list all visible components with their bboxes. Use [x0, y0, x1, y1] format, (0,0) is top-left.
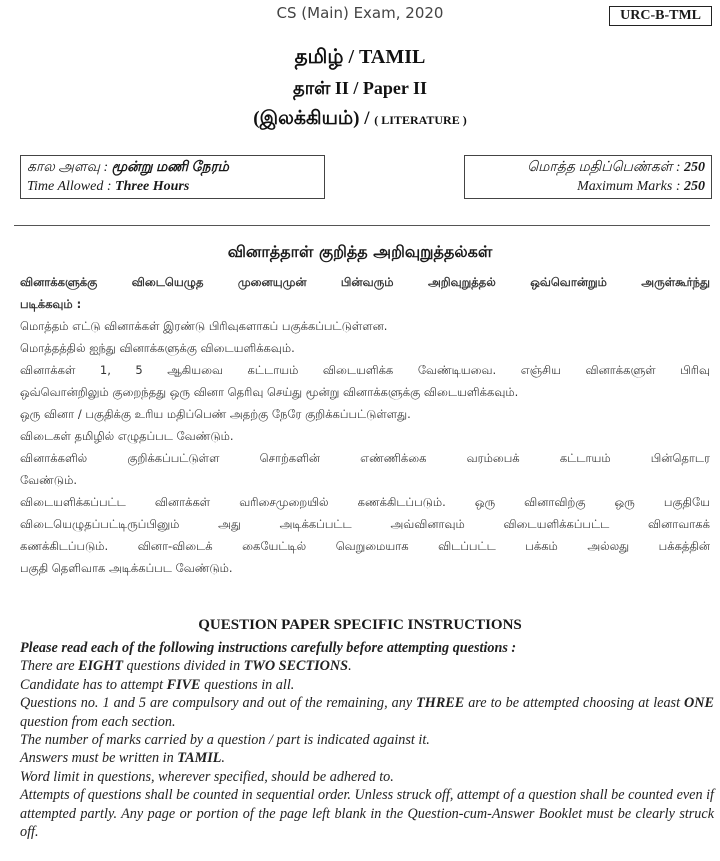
time-english-label: Time Allowed :: [27, 179, 116, 194]
marks-english: [471, 177, 705, 196]
english-instruction-5: [20, 749, 714, 767]
text: question from each section.: [20, 713, 176, 730]
english-instructions-heading: QUESTION PAPER SPECIFIC INSTRUCTIONS: [198, 617, 522, 633]
tamil-instruction-3b: ஒவ்வொன்றிலும் குறைந்தது ஒரு வினா தெரிவு செய்து மூன்று வினாக்களுக்கு விடையளிக்கவும்.: [20, 385, 519, 399]
text-bold: THREE: [416, 695, 465, 712]
tamil-instruction-3a: வினாக்கள் 1, 5 ஆகியவை கட்டாயம் விடையளிக்க வேண்டியவை. எஞ்சிய வினாக்களுள் பிரிவு: [20, 363, 710, 377]
time-tamil-value: மூன்று மணி நேரம்: [111, 160, 229, 175]
text: Answers must be written in: [20, 750, 178, 767]
text: are to be attempted choosing at least: [464, 695, 685, 712]
tamil-instruction-7b: விடையெழுதப்பட்டிருப்பினும் அது அடிக்கப்பட்ட அவ்வினாவும் விடையளிக்கப்பட்ட வினாவாகக்: [20, 517, 710, 531]
tamil-instruction-7d: பகுதி தெளிவாக அடிக்கப்பட வேண்டும்.: [20, 561, 233, 575]
section-title-english: ( LITERATURE ): [374, 113, 467, 127]
time-tamil: [27, 158, 318, 177]
english-instruction-6: Word limit in questions, wherever specified, should be adhered to.: [20, 768, 394, 785]
english-instruction-7: Attempts of questions shall be counted in sequential order. Unless struck off, attempt of a question shall be counted even if attempted partly. Any page or portion of the page left blank in the Question-cum-Answer Booklet must be clearly struck off.: [20, 787, 714, 841]
tamil-instruction-7c: கணக்கிடப்படும். வினா-விடைக் கையேட்டில் வெறுமையாக விடப்பட்ட பக்கம் அல்லது பக்கத்தின்: [20, 539, 710, 553]
text-bold: EIGHT: [78, 658, 123, 675]
text: .: [221, 750, 225, 767]
marks-tamil-value: 250: [684, 160, 705, 175]
tamil-intro-line2: படிக்கவும் :: [20, 297, 82, 311]
paper-title: தாள் II / Paper II: [292, 78, 428, 98]
text: .: [348, 658, 352, 675]
marks-tamil: [471, 158, 705, 177]
english-intro: Please read each of the following instructions carefully before attempting questions :: [20, 640, 517, 656]
text: questions in all.: [200, 676, 295, 693]
time-allowed-box: [20, 155, 325, 199]
tamil-instruction-7a: விடையளிக்கப்பட்ட வினாக்கள் வரிசைமுறையில் கணக்கிடப்படும். ஒரு வினாவிற்கு ஒரு பகுதியே: [20, 495, 710, 509]
english-instruction-3: [20, 694, 714, 731]
section-title-tamil: (இலக்கியம்) /: [253, 108, 375, 129]
tamil-instruction-6b: வேண்டும்.: [20, 473, 77, 487]
english-instruction-1: [20, 657, 714, 675]
marks-english-label: Maximum Marks :: [577, 179, 684, 194]
text: Candidate has to attempt: [20, 676, 167, 693]
english-instructions: [20, 639, 714, 841]
tamil-instruction-2: மொத்தத்தில் ஐந்து வினாக்களுக்கு விடையளிக்கவும்.: [20, 341, 295, 355]
tamil-instruction-1: மொத்தம் எட்டு வினாக்கள் இரண்டு பிரிவுகளாகப் பகுக்கப்பட்டுள்ளன.: [20, 319, 388, 333]
tamil-instruction-6a: வினாக்களில் குறிக்கப்பட்டுள்ள சொற்களின் எண்ணிக்கை வரம்பைக் கட்டாயம் பின்தொடர: [20, 451, 710, 465]
english-instruction-4: The number of marks carried by a question / part is indicated against it.: [20, 732, 430, 749]
marks-english-value: 250: [684, 179, 705, 194]
subject-title: தமிழ் / TAMIL: [294, 46, 426, 68]
tamil-instruction-4: ஒரு வினா / பகுதிக்கு உரிய மதிப்பெண் அதற்கு நேரே குறிக்கப்பட்டுள்ளது.: [20, 407, 411, 421]
exam-title: CS (Main) Exam, 2020: [276, 4, 444, 22]
max-marks-box: [464, 155, 712, 199]
section-title: [0, 108, 720, 132]
english-instruction-2: [20, 676, 714, 694]
time-english-value: Three Hours: [115, 179, 190, 194]
time-tamil-label: கால அளவு :: [27, 160, 112, 175]
text: Questions no. 1 and 5 are compulsory and out of the remaining, any: [20, 695, 417, 712]
text-bold: FIVE: [166, 676, 201, 693]
text-bold: ONE: [684, 695, 714, 712]
marks-tamil-label: மொத்த மதிப்பெண்கள் :: [527, 160, 684, 175]
tamil-instruction-5: விடைகள் தமிழில் எழுதப்பட வேண்டும்.: [20, 429, 234, 443]
text-bold: TAMIL: [177, 750, 222, 767]
tamil-instructions: [20, 271, 710, 579]
time-english: [27, 177, 318, 196]
text: There are: [20, 658, 79, 675]
tamil-intro-line1: வினாக்களுக்கு விடையெழுத முனையுமுன் பின்வரும் அறிவுறுத்தல் ஒவ்வொன்றும் அருள்கூர்ந்து: [20, 275, 710, 289]
tamil-instructions-heading: வினாத்தாள் குறித்த அறிவுறுத்தல்கள்: [227, 242, 493, 261]
paper-code: URC-B-TML: [609, 6, 712, 26]
divider: [14, 225, 710, 226]
text-bold: TWO SECTIONS: [243, 658, 349, 675]
text: questions divided in: [123, 658, 244, 675]
